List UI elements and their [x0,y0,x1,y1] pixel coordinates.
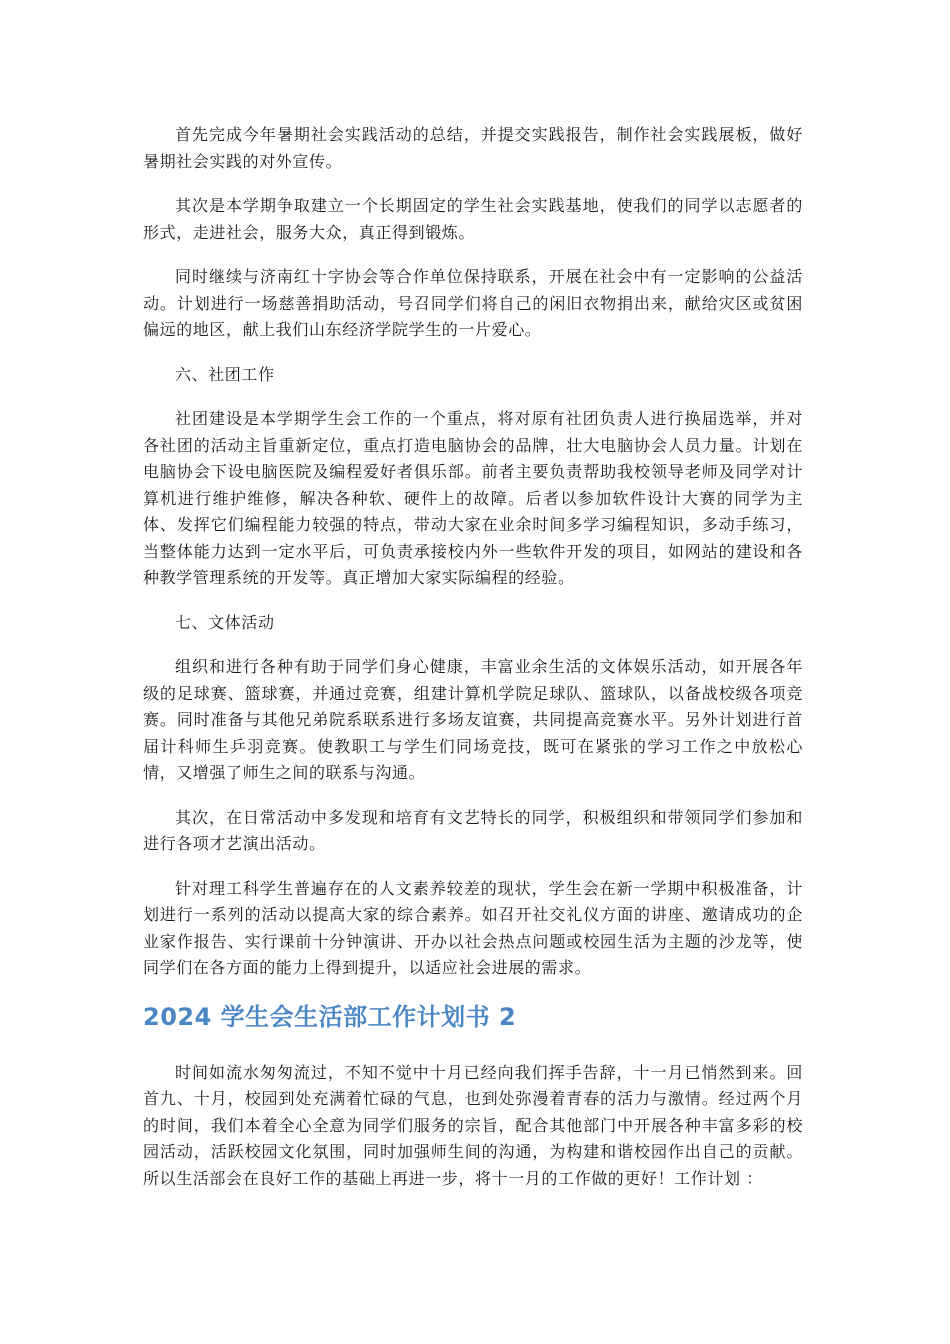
document-page [143,122,803,1210]
paragraph-club-building: 社团建设是本学期学生会工作的一个重点，将对原有社团负责人进行换届选举，并对各社团的活动主旨重新定位，重点打造电脑协会的品牌，壮大电脑协会人员力量。计划在电脑协会下设电脑医院及编程爱好者俱乐部。前者主要负责帮助我校领导老师及同学对计算机进行维护维修，解决各种软、硬件上的故障。后者以参加软件设计大赛的同学为主体、发挥它们编程能力较强的特点，带动大家在业余时间多学习编程知识，多动手练习，当整体能力达到一定水平后，可负责承接校内外一些软件开发的项目，如网站的建设和各种教学管理系统的开发等。真正增加大家实际编程的经验。 [143,409,803,587]
paragraph-practice-base: 其次是本学期争取建立一个长期固定的学生社会实践基地，使我们的同学以志愿者的形式，走进社会，服务大众，真正得到锻炼。 [143,196,803,242]
paragraph-arts-talent: 其次，在日常活动中多发现和培育有文艺特长的同学，积极组织和带领同学们参加和进行各项才艺演出活动。 [143,807,803,853]
paragraph-charity: 同时继续与济南红十字协会等合作单位保持联系，开展在社会中有一定影响的公益活动。计划进行一场慈善捐助活动，号召同学们将自己的闲旧衣物捐出来，献给灾区或贫困偏远的地区，献上我们山东经济学院学生的一片爱心。 [143,267,803,339]
paragraph-intro: 时间如流水匆匆流过，不知不觉中十月已经向我们挥手告辞，十一月已悄然到来。回首九、十月，校园到处充满着忙碌的气息，也到处弥漫着青春的活力与激情。经过两个月的时间，我们本着全心全意为同学们服务的宗旨，配合其他部门中开展各种丰富多彩的校园活动，活跃校园文化氛围，同时加强师生间的沟通，为构建和谐校园作出自己的贡献。所以生活部会在良好工作的基础上再进一步，将十一月的工作做的更好！工作计划 ： [143,1062,803,1188]
paragraph-humanities: 针对理工科学生普遍存在的人文素养较差的现状，学生会在新一学期中积极准备，计划进行一系列的活动以提高大家的综合素养。如召开社交礼仪方面的讲座、邀请成功的企业家作报告、实行课前十分钟演讲、开办以社会热点问题或校园生活为主题的沙龙等，使同学们在各方面的能力上得到提升，以适应社会进展的需求。 [143,878,803,977]
section-heading-clubs: 六、社团工作 [175,364,275,384]
paragraph-practice-summary: 首先完成今年暑期社会实践活动的总结，并提交实践报告，制作社会实践展板，做好暑期社会实践的对外宣传。 [143,125,803,171]
document-title: 2024 学生会生活部工作计划书 2 [143,1002,517,1031]
section-heading-sports-arts: 七、文体活动 [175,612,275,632]
paragraph-sports-activities: 组织和进行各种有助于同学们身心健康，丰富业余生活的文体娱乐活动，如开展各年级的足球赛、篮球赛，并通过竞赛，组建计算机学院足球队、篮球队，以备战校级各项竞赛。同时准备与其他兄弟院系联系进行多场友谊赛，共同提高竞赛水平。另外计划进行首届计科师生乒羽竞赛。使教职工与学生们同场竞技，既可在紧张的学习工作之中放松心情，又增强了师生之间的联系与沟通。 [143,657,803,782]
